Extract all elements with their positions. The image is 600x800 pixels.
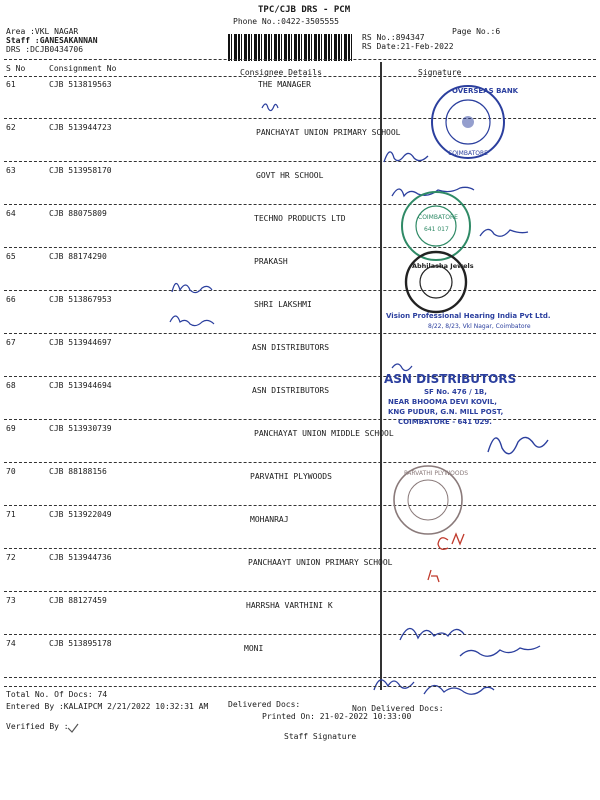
parvathi-stamp-inner bbox=[408, 480, 448, 520]
asn-stamp-line4: COIMBATORE - 641 029. bbox=[398, 418, 492, 426]
row-sno: 72 bbox=[6, 553, 16, 562]
row-consignee: MOHANRAJ bbox=[250, 515, 289, 524]
row-sno: 64 bbox=[6, 209, 16, 218]
drs-label: DRS :DCJB0434706 bbox=[6, 45, 84, 54]
row-consignment-number: CJB 513944723 bbox=[49, 123, 112, 132]
row-sno: 74 bbox=[6, 639, 16, 648]
parvathi-stamp-text: PARVATHI PLYWOODS bbox=[404, 470, 469, 477]
handwriting-65 bbox=[172, 283, 212, 292]
row-consignment-number: CJB 513819563 bbox=[49, 80, 112, 89]
row-sno: 66 bbox=[6, 295, 16, 304]
signature-64b bbox=[480, 229, 528, 236]
row-consignment-number: CJB 513930739 bbox=[49, 424, 112, 433]
entered-by: Entered By :KALAIPCM 2/21/2022 10:32:31 AM bbox=[6, 702, 209, 711]
verified-mark bbox=[68, 724, 78, 732]
bank-stamp-center bbox=[462, 116, 474, 128]
signature-72 bbox=[428, 570, 439, 582]
row-consignee: GOVT HR SCHOOL bbox=[256, 171, 324, 180]
signature-61-mark bbox=[262, 104, 278, 111]
staff-signature-label: Staff Signature bbox=[284, 732, 357, 741]
row-sno: 65 bbox=[6, 252, 16, 261]
row-consignee: ASN DISTRIBUTORS bbox=[252, 343, 330, 352]
verified-by: Verified By : bbox=[6, 722, 69, 731]
vision-stamp-address: 8/22, 8/23, Vkl Nagar, Coimbatore bbox=[428, 323, 531, 330]
row-consignment-number: CJB 88188156 bbox=[49, 467, 107, 476]
staff-label: Staff :GANESAKANNAN bbox=[6, 36, 98, 45]
total-docs: Total No. Of Docs: 74 bbox=[6, 690, 108, 699]
row-consignee: TECHNO PRODUCTS LTD bbox=[254, 214, 346, 223]
asn-stamp-line3: KNG PUDUR, G.N. MILL POST, bbox=[388, 408, 504, 416]
row-consignee: PANCHAYAT UNION MIDDLE SCHOOL bbox=[254, 429, 394, 438]
column-consignee: Consignee Details bbox=[240, 68, 322, 77]
row-sno: 68 bbox=[6, 381, 16, 390]
printed-on: Printed On: 21-02-2022 10:33:00 bbox=[262, 712, 412, 721]
row-consignee: MONI bbox=[244, 644, 264, 653]
abhilasha-stamp-inner bbox=[420, 266, 452, 298]
signature-73 bbox=[400, 628, 464, 640]
row-consignment-number: CJB 513944697 bbox=[49, 338, 112, 347]
row-sno: 71 bbox=[6, 510, 16, 519]
signature-69 bbox=[488, 437, 548, 453]
rs-date: RS Date:21-Feb-2022 bbox=[362, 42, 454, 51]
page-number: Page No.:6 bbox=[452, 27, 501, 36]
row-consignment-number: CJB 513958170 bbox=[49, 166, 112, 175]
rs-number: RS No.:894347 bbox=[362, 33, 425, 42]
row-consignee: PANCHAAYT UNION PRIMARY SCHOOL bbox=[248, 558, 393, 567]
signature-71 bbox=[438, 534, 464, 549]
row-consignee: ASN DISTRIBUTORS bbox=[252, 386, 330, 395]
row-sno: 73 bbox=[6, 596, 16, 605]
row-consignment-number: CJB 513867953 bbox=[49, 295, 112, 304]
vision-stamp-title: Vision Professional Hearing India Pvt Ltd. bbox=[386, 312, 551, 320]
column-signature: Signature bbox=[418, 68, 462, 77]
row-sno: 70 bbox=[6, 467, 16, 476]
footer-divider bbox=[4, 686, 596, 687]
row-consignment-number: CJB 88127459 bbox=[49, 596, 107, 605]
row-consignment-number: CJB 513944736 bbox=[49, 553, 112, 562]
row-consignee: PARVATHI PLYWOODS bbox=[250, 472, 332, 481]
handwriting-66 bbox=[170, 316, 214, 326]
signature-62 bbox=[384, 152, 428, 162]
row-sno: 67 bbox=[6, 338, 16, 347]
asn-stamp-line1: SF No. 476 / 1B, bbox=[424, 388, 487, 396]
row-consignment-number: CJB 88174290 bbox=[49, 252, 107, 261]
column-consignment: Consignment No bbox=[49, 64, 117, 73]
row-sno: 69 bbox=[6, 424, 16, 433]
row-consignee: SHRI LAKSHMI bbox=[254, 300, 312, 309]
row-consignment-number: CJB 513922049 bbox=[49, 510, 112, 519]
signature-67 bbox=[392, 364, 412, 371]
column-sno: S No bbox=[6, 64, 26, 73]
area-label: Area :VKL NAGAR bbox=[6, 27, 79, 36]
techno-stamp-pin: 641 017 bbox=[424, 226, 449, 233]
bank-stamp-top-text: OVERSEAS BANK bbox=[452, 87, 519, 95]
delivered-docs: Delivered Docs: bbox=[228, 700, 301, 709]
abhilasha-stamp-text: Abhilasha Jewels bbox=[412, 262, 474, 270]
signature-74 bbox=[374, 680, 414, 690]
asn-stamp-name: ASN DISTRIBUTORS bbox=[384, 372, 517, 386]
non-delivered-docs: Non Delivered Docs: bbox=[352, 704, 444, 713]
row-consignment-number: CJB 88075809 bbox=[49, 209, 107, 218]
row-consignment-number: CJB 513944694 bbox=[49, 381, 112, 390]
row-consignee: THE MANAGER bbox=[258, 80, 311, 89]
document-title: TPC/CJB DRS - PCM bbox=[258, 5, 351, 15]
row-consignee: PANCHAYAT UNION PRIMARY SCHOOL bbox=[256, 128, 401, 137]
row-consignment-number: CJB 513895178 bbox=[49, 639, 112, 648]
asn-stamp-line2: NEAR BHOOMA DEVI KOVIL, bbox=[388, 398, 497, 406]
phone-number: Phone No.:0422-3505555 bbox=[233, 17, 339, 26]
row-sno: 62 bbox=[6, 123, 16, 132]
signature-73b bbox=[460, 646, 540, 656]
techno-stamp-text: COIMBATORE bbox=[418, 214, 458, 221]
bank-stamp-bottom-text: COIMBATORE bbox=[448, 150, 488, 157]
row-consignee: PRAKASH bbox=[254, 257, 288, 266]
row-sno: 63 bbox=[6, 166, 16, 175]
row-sno: 61 bbox=[6, 80, 16, 89]
row-consignee: HARRSHA VARTHINI K bbox=[246, 601, 333, 610]
